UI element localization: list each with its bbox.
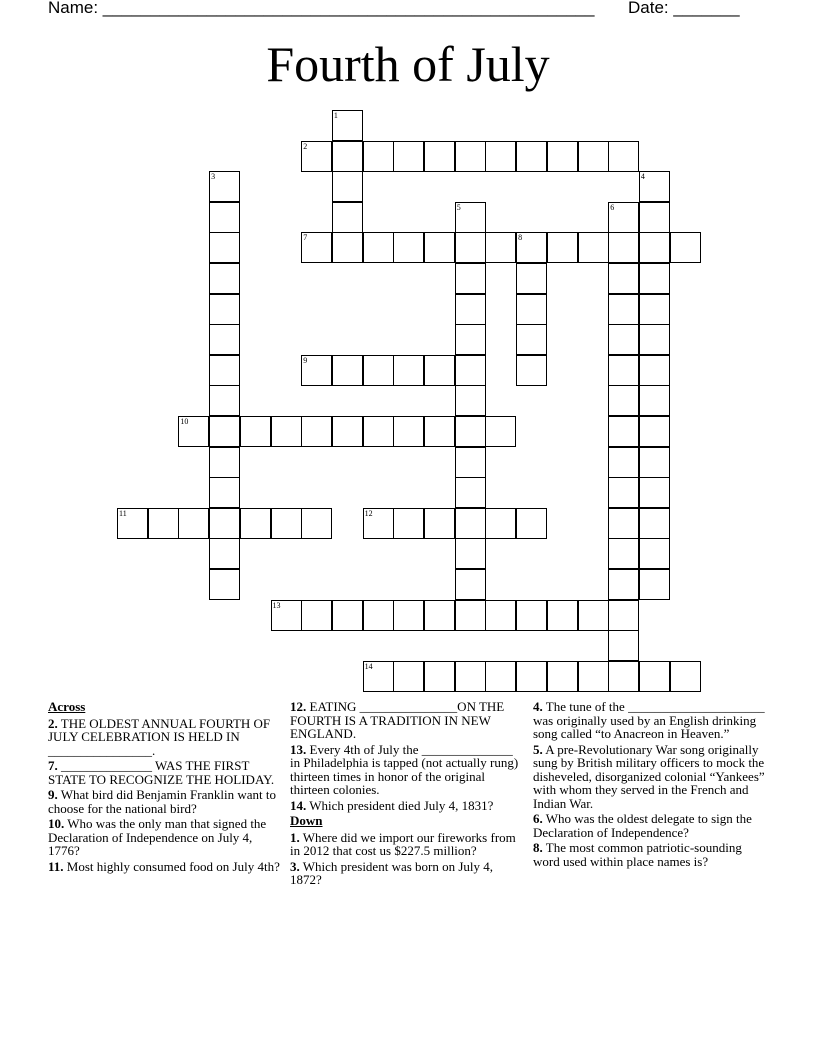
grid-cell[interactable] <box>148 508 179 539</box>
grid-cell[interactable] <box>424 232 455 263</box>
grid-cell[interactable] <box>639 477 670 508</box>
clue-number: 10 <box>180 417 189 426</box>
grid-cell[interactable] <box>301 508 332 539</box>
clue-number: 5 <box>456 202 461 212</box>
grid-cell[interactable] <box>178 508 209 539</box>
clue-number: 12 <box>364 508 373 518</box>
grid-cell[interactable] <box>424 141 455 172</box>
grid-cell[interactable] <box>332 141 363 172</box>
grid-cell[interactable] <box>608 324 639 355</box>
grid-cell[interactable] <box>332 232 363 263</box>
clue-item <box>290 860 526 887</box>
grid-cell[interactable] <box>209 569 240 600</box>
clue-item <box>533 743 769 811</box>
page-title: Fourth of July <box>266 36 550 92</box>
grid-cell[interactable] <box>485 416 516 447</box>
grid-cell[interactable] <box>516 141 547 172</box>
clue-item <box>290 743 526 797</box>
grid-cell[interactable] <box>271 416 302 447</box>
clue-item-text: Which president died July 4, 1831? <box>306 797 494 813</box>
grid-cell[interactable] <box>393 416 424 447</box>
grid-cell[interactable] <box>485 232 516 263</box>
grid-cell[interactable] <box>639 447 670 478</box>
grid-cell[interactable] <box>455 232 486 263</box>
grid-cell[interactable] <box>363 508 394 539</box>
grid-cell[interactable] <box>455 569 486 600</box>
grid-cell[interactable] <box>455 263 486 294</box>
grid-cell[interactable] <box>516 661 547 692</box>
grid-cell[interactable] <box>455 661 486 692</box>
grid-cell[interactable] <box>547 661 578 692</box>
grid-cell[interactable] <box>271 600 302 631</box>
clue-number: 7 <box>303 233 308 243</box>
grid-cell[interactable] <box>639 569 670 600</box>
grid-cell[interactable] <box>670 661 701 692</box>
grid-cell[interactable] <box>608 569 639 600</box>
grid-cell[interactable] <box>301 141 332 172</box>
clue-item <box>290 700 526 741</box>
grid-cell[interactable] <box>516 294 547 325</box>
grid-cell[interactable] <box>209 294 240 325</box>
clue-item-number: 6. <box>533 811 543 826</box>
grid-cell[interactable] <box>301 600 332 631</box>
grid-cell[interactable] <box>363 661 394 692</box>
clue-item <box>48 759 282 786</box>
grid-cell[interactable] <box>178 416 209 447</box>
grid-cell[interactable] <box>455 294 486 325</box>
clues-column-2 <box>290 700 526 889</box>
grid-cell[interactable] <box>578 661 609 692</box>
grid-cell[interactable] <box>301 416 332 447</box>
grid-cell[interactable] <box>393 661 424 692</box>
grid-cell[interactable] <box>516 355 547 386</box>
grid-cell[interactable] <box>455 355 486 386</box>
grid-cell[interactable] <box>455 538 486 569</box>
grid-cell[interactable] <box>639 232 670 263</box>
grid-cell[interactable] <box>424 355 455 386</box>
grid-cell[interactable] <box>455 324 486 355</box>
grid-cell[interactable] <box>271 508 302 539</box>
grid-cell[interactable] <box>332 202 363 233</box>
grid-cell[interactable] <box>393 232 424 263</box>
grid-cell[interactable] <box>363 416 394 447</box>
grid-cell[interactable] <box>209 171 240 202</box>
clues-column-1 <box>48 700 282 875</box>
clue-item <box>48 717 282 758</box>
grid-cell[interactable] <box>332 416 363 447</box>
grid-cell[interactable] <box>639 324 670 355</box>
clue-item <box>290 831 526 858</box>
clue-item-text: What bird did Benjamin Franklin want to choose for the national bird? <box>48 787 276 816</box>
clue-number: 8 <box>518 233 523 243</box>
clue-item-text: Who was the only man that signed the Declaration of Independence on July 4, 1776? <box>48 816 267 858</box>
grid-cell[interactable] <box>424 508 455 539</box>
clue-item <box>48 860 282 874</box>
grid-cell[interactable] <box>363 141 394 172</box>
grid-cell[interactable] <box>393 355 424 386</box>
clue-number: 2 <box>303 141 308 151</box>
grid-cell[interactable] <box>455 600 486 631</box>
grid-cell[interactable] <box>363 355 394 386</box>
clue-item-text: EATING _______________ON THE FOURTH IS A TRADITION IN NEW ENGLAND. <box>290 699 505 741</box>
clue-number: 13 <box>272 600 281 610</box>
clue-item-number: 13. <box>290 741 307 757</box>
grid-cell[interactable] <box>424 661 455 692</box>
grid-cell[interactable] <box>424 416 455 447</box>
grid-cell[interactable] <box>240 508 271 539</box>
down-clue-list <box>290 831 526 887</box>
grid-cell[interactable] <box>117 508 148 539</box>
grid-cell[interactable] <box>608 141 639 172</box>
grid-cell[interactable] <box>209 202 240 233</box>
grid-cell[interactable] <box>485 508 516 539</box>
grid-cell[interactable] <box>209 477 240 508</box>
grid-cell[interactable] <box>608 508 639 539</box>
clue-number: 11 <box>119 508 127 518</box>
grid-cell[interactable] <box>209 263 240 294</box>
grid-cell[interactable] <box>608 202 639 233</box>
clue-item <box>48 817 282 858</box>
grid-cell[interactable] <box>639 661 670 692</box>
grid-cell[interactable] <box>393 141 424 172</box>
grid-cell[interactable] <box>209 355 240 386</box>
grid-cell[interactable] <box>608 538 639 569</box>
grid-cell[interactable] <box>608 447 639 478</box>
grid-cell[interactable] <box>516 232 547 263</box>
down-heading: Down <box>290 813 323 828</box>
grid-cell[interactable] <box>485 600 516 631</box>
grid-cell[interactable] <box>547 232 578 263</box>
grid-cell[interactable] <box>424 600 455 631</box>
grid-cell[interactable] <box>608 600 639 631</box>
clue-item-text: Most highly consumed food on July 4th? <box>63 858 280 874</box>
across-clue-list <box>48 717 282 874</box>
grid-cell[interactable] <box>639 263 670 294</box>
grid-cell[interactable] <box>485 661 516 692</box>
clue-item-text: A pre-Revolutionary War song originally sung by British military officers to mock the disheveled, disorganized colonial “Yankees” with whom they served in the French and Indian War. <box>533 741 765 811</box>
clue-item-number: 5. <box>533 741 543 757</box>
grid-cell[interactable] <box>485 141 516 172</box>
grid-cell[interactable] <box>455 385 486 416</box>
grid-cell[interactable] <box>209 232 240 263</box>
clue-item-text: The tune of the _____________________ was originally used by an English drinking song called “to Anacreon in Heaven.” <box>533 699 765 741</box>
clue-item <box>533 700 769 741</box>
grid-cell[interactable] <box>639 416 670 447</box>
clue-item <box>533 841 769 868</box>
grid-cell[interactable] <box>393 508 424 539</box>
across-clue-list-continued <box>290 700 526 812</box>
grid-cell[interactable] <box>332 110 363 141</box>
grid-cell[interactable] <box>608 294 639 325</box>
clue-number: 14 <box>364 661 373 671</box>
clue-item-number: 11. <box>48 858 64 874</box>
clue-item-text: ______________ WAS THE FIRST STATE TO RECOGNIZE THE HOLIDAY. <box>48 758 275 787</box>
clues-column-3 <box>533 700 769 870</box>
grid-cell[interactable] <box>455 508 486 539</box>
grid-cell[interactable] <box>455 477 486 508</box>
grid-cell[interactable] <box>332 355 363 386</box>
grid-cell[interactable] <box>608 477 639 508</box>
grid-cell[interactable] <box>608 232 639 263</box>
clue-item-number: 1. <box>290 829 300 845</box>
date-field[interactable]: Date: _______ <box>628 0 740 17</box>
grid-cell[interactable] <box>332 600 363 631</box>
name-field[interactable]: Name: ____________________________________________________ <box>48 0 595 17</box>
clue-item <box>533 812 769 839</box>
clue-number: 9 <box>303 355 308 365</box>
clue-item-text: Where did we import our fireworks from in 2012 that cost us $227.5 million? <box>290 829 516 858</box>
grid-cell[interactable] <box>209 324 240 355</box>
clue-item-number: 8. <box>533 840 543 855</box>
grid-cell[interactable] <box>363 600 394 631</box>
grid-cell[interactable] <box>455 416 486 447</box>
grid-cell[interactable] <box>547 141 578 172</box>
clue-item-number: 10. <box>48 816 65 831</box>
clue-item-text: The most common patriotic-sounding word used within place names is? <box>533 840 742 869</box>
clue-item-number: 2. <box>48 715 58 731</box>
grid-cell[interactable] <box>516 508 547 539</box>
clue-item-number: 14. <box>290 797 307 813</box>
grid-cell[interactable] <box>363 232 394 263</box>
grid-cell[interactable] <box>608 416 639 447</box>
grid-cell[interactable] <box>516 324 547 355</box>
grid-cell[interactable] <box>639 171 670 202</box>
clue-number: 4 <box>640 172 645 182</box>
grid-cell[interactable] <box>639 385 670 416</box>
grid-cell[interactable] <box>516 263 547 294</box>
grid-cell[interactable] <box>639 355 670 386</box>
grid-cell[interactable] <box>209 447 240 478</box>
grid-cell[interactable] <box>639 294 670 325</box>
grid-cell[interactable] <box>639 508 670 539</box>
grid-cell[interactable] <box>301 232 332 263</box>
clue-item-number: 12. <box>290 699 307 714</box>
grid-cell[interactable] <box>578 232 609 263</box>
grid-cell[interactable] <box>209 538 240 569</box>
clue-item-number: 4. <box>533 699 543 714</box>
clue-number: 6 <box>610 202 615 212</box>
clue-item-text: THE OLDEST ANNUAL FOURTH OF JULY CELEBRATION IS HELD IN ________________. <box>48 715 271 758</box>
clue-number: 3 <box>211 172 216 182</box>
grid-cell[interactable] <box>209 385 240 416</box>
grid-cell[interactable] <box>455 447 486 478</box>
grid-cell[interactable] <box>209 508 240 539</box>
grid-cell[interactable] <box>608 263 639 294</box>
grid-cell[interactable] <box>240 416 271 447</box>
across-heading: Across <box>48 699 86 714</box>
clue-item-number: 7. <box>48 758 58 773</box>
clue-item <box>48 788 282 815</box>
grid-cell[interactable] <box>639 538 670 569</box>
clue-number: 1 <box>333 111 338 120</box>
clue-item-text: Who was the oldest delegate to sign the Declaration of Independence? <box>533 811 752 840</box>
clue-item-number: 9. <box>48 787 58 802</box>
grid-cell[interactable] <box>578 141 609 172</box>
grid-cell[interactable] <box>608 630 639 661</box>
grid-cell[interactable] <box>608 385 639 416</box>
grid-cell[interactable] <box>578 600 609 631</box>
grid-cell[interactable] <box>608 355 639 386</box>
grid-cell[interactable] <box>301 355 332 386</box>
grid-cell[interactable] <box>516 600 547 631</box>
clue-item <box>290 799 526 813</box>
grid-cell[interactable] <box>608 661 639 692</box>
grid-cell[interactable] <box>209 416 240 447</box>
clue-item-text: Every 4th of July the ______________ in Philadelphia is tapped (not actually rung) thirteen times in honor of the original thirteen colonies. <box>290 741 519 797</box>
clue-item-number: 3. <box>290 858 300 874</box>
grid-cell[interactable] <box>547 600 578 631</box>
grid-cell[interactable] <box>639 202 670 233</box>
down-clue-list-continued <box>533 700 769 868</box>
grid-cell[interactable] <box>393 600 424 631</box>
grid-cell[interactable] <box>455 141 486 172</box>
grid-cell[interactable] <box>455 202 486 233</box>
grid-cell[interactable] <box>332 171 363 202</box>
clue-item-text: Which president was born on July 4, 1872? <box>290 858 494 887</box>
grid-cell[interactable] <box>670 232 701 263</box>
